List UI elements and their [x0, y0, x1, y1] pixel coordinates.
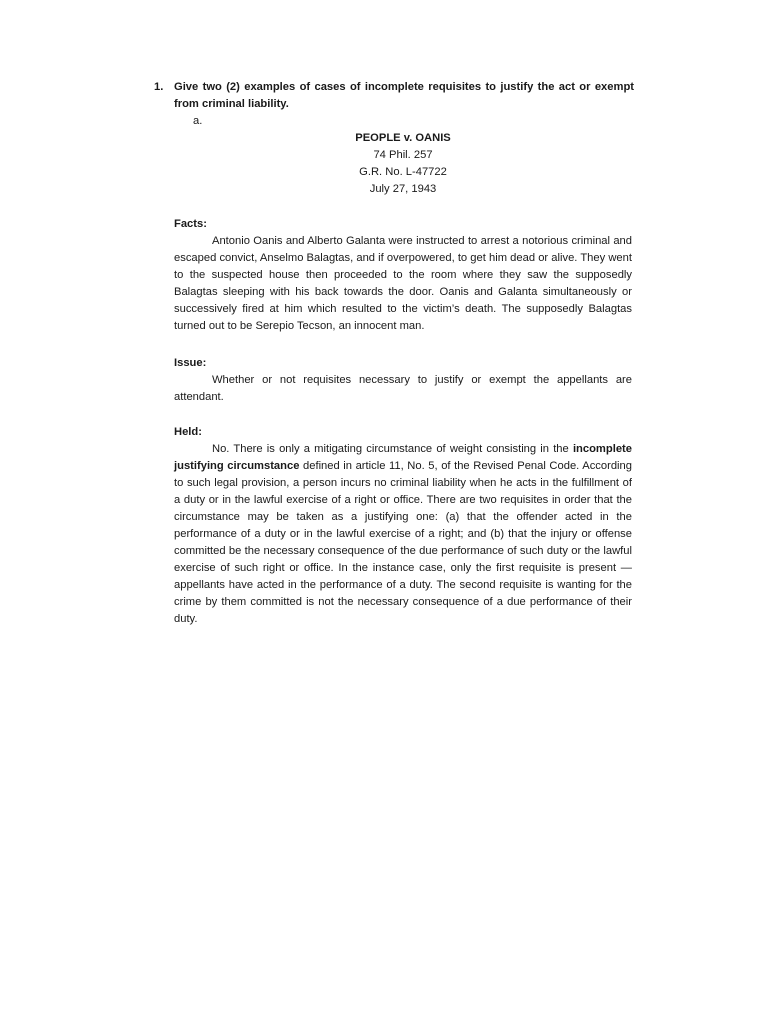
facts-heading: Facts:	[174, 218, 207, 230]
question-number: 1.	[154, 81, 164, 93]
issue-section	[174, 355, 632, 406]
case-header	[174, 130, 632, 198]
case-gr-number: G.R. No. L-47722	[359, 166, 447, 178]
held-heading: Held:	[174, 426, 202, 438]
held-body	[174, 441, 632, 628]
case-date: July 27, 1943	[369, 183, 437, 195]
issue-body: Whether or not requisites necessary to justify or exempt the appellants are attendant.	[174, 374, 632, 403]
held-body-part1: No. There is only a mitigating circumstance of weight consisting in the	[212, 443, 573, 455]
held-section	[174, 424, 632, 628]
case-citation: 74 Phil. 257	[373, 149, 433, 161]
held-bold-phrase: incomplete justifying circumstance	[174, 443, 632, 472]
issue-heading: Issue:	[174, 357, 207, 369]
case-name: PEOPLE v. OANIS	[355, 132, 451, 144]
question-text: Give two (2) examples of cases of incomplete requisites to justify the act or exempt from criminal liability.	[174, 81, 634, 110]
question-item	[154, 79, 634, 113]
held-body-part2: defined in article 11, No. 5, of the Revised Penal Code. According to such legal provision, a person incurs no criminal liability when he acts in the fulfillment of a duty or in the lawful exercise of a right or office. There are two requisites in order that the circumstance may be taken as a justifying one: (a) that the offender acted in the performance of a duty or in the lawful exercise of a right; and (b) that the injury or offense committed be the necessary consequence of the due performance of such duty or the lawful exercise of such right or office. In the instance case, only the first requisite is present — appellants have acted in the performance of a duty. The second requisite is wanting for the crime by them committed is not the necessary consequence of a due performance of their duty.	[174, 460, 632, 625]
facts-section	[174, 216, 632, 335]
sub-item-letter: a.	[193, 115, 203, 127]
facts-body: Antonio Oanis and Alberto Galanta were instructed to arrest a notorious criminal and escaped convict, Anselmo Balagtas, and if overpowered, to get him dead or alive. They went to the suspected house then proceeded to the room where they saw the supposedly Balagtas sleeping with his back towards the door. Oanis and Galanta simultaneously or successively fired at him which resulted to the victim’s death. The supposedly Balagtas turned out to be Serepio Tecson, an innocent man.	[174, 235, 632, 332]
